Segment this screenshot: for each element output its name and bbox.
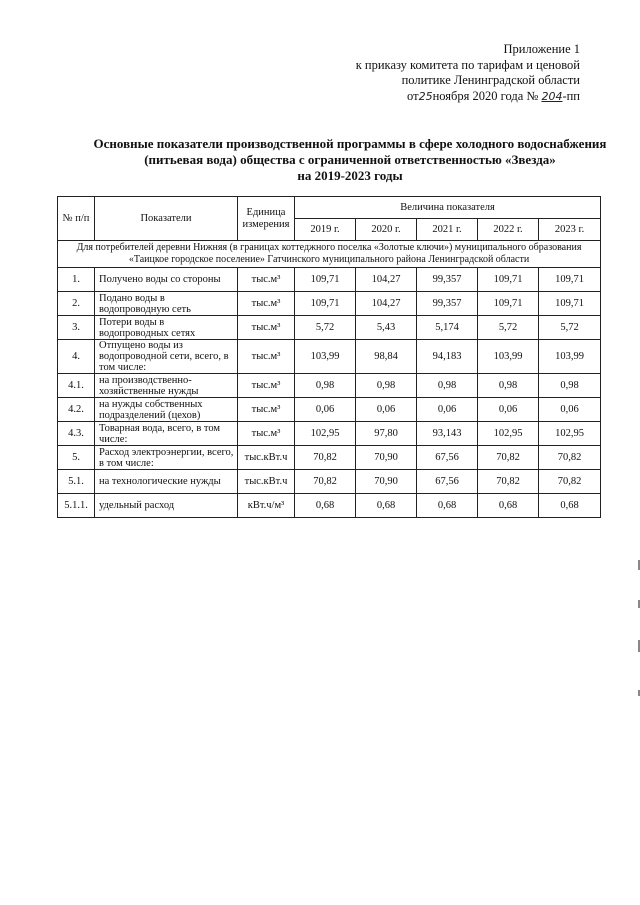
- row-value: 0,68: [478, 494, 539, 518]
- row-number: 4.2.: [58, 398, 95, 422]
- row-unit: тыс.м³: [238, 374, 295, 398]
- table-row: [58, 446, 601, 470]
- appendix-line-2: к приказу комитета по тарифам и ценовой: [355, 57, 580, 72]
- header-name: Показатели: [95, 197, 238, 241]
- header-row-1: [58, 197, 601, 219]
- row-value: 70,82: [539, 470, 601, 494]
- row-value: 70,82: [539, 446, 601, 470]
- row-value: 109,71: [478, 292, 539, 316]
- header-year: 2019 г.: [295, 219, 356, 241]
- row-value: 70,82: [478, 446, 539, 470]
- row-value: 70,82: [295, 446, 356, 470]
- row-indicator: Подано воды в водопроводную сеть: [95, 292, 238, 316]
- row-value: 0,06: [417, 398, 478, 422]
- row-value: 109,71: [539, 268, 601, 292]
- row-number: 5.1.1.: [58, 494, 95, 518]
- row-value: 0,98: [478, 374, 539, 398]
- row-unit: тыс.м³: [238, 316, 295, 340]
- table-row: [58, 398, 601, 422]
- row-value: 67,56: [417, 470, 478, 494]
- table-row: [58, 316, 601, 340]
- row-value: 0,06: [356, 398, 417, 422]
- row-indicator: Расход электроэнергии, всего, в том числе:: [95, 446, 238, 470]
- row-indicator: удельный расход: [95, 494, 238, 518]
- row-value: 102,95: [478, 422, 539, 446]
- row-value: 0,98: [539, 374, 601, 398]
- date-prefix: от: [407, 88, 419, 103]
- appendix-line-3: политике Ленинградской области: [401, 73, 580, 87]
- row-value: 0,68: [417, 494, 478, 518]
- group-label: Для потребителей деревни Нижняя (в границах коттеджного поселка «Золотые ключи») муниципального образования «Таицкое городское поселение» Гатчинского муниципального района Ленинградской области: [58, 241, 601, 268]
- header-year: 2022 г.: [478, 219, 539, 241]
- row-value: 93,143: [417, 422, 478, 446]
- row-unit: кВт.ч/м³: [238, 494, 295, 518]
- header-year: 2020 г.: [356, 219, 417, 241]
- row-value: 104,27: [356, 292, 417, 316]
- row-value: 67,56: [417, 446, 478, 470]
- table-row: [58, 374, 601, 398]
- row-value: 0,98: [356, 374, 417, 398]
- row-value: 0,06: [295, 398, 356, 422]
- header-unit: Единица измерения: [238, 197, 295, 241]
- row-indicator: на нужды собственных подразделений (цехов): [95, 398, 238, 422]
- row-unit: тыс.кВт.ч: [238, 470, 295, 494]
- row-value: 109,71: [295, 268, 356, 292]
- title-line-3: на 2019-2023 годы: [297, 168, 403, 183]
- row-value: 109,71: [539, 292, 601, 316]
- appendix-line-4: [356, 89, 580, 105]
- row-value: 99,357: [417, 268, 478, 292]
- table-row: [58, 422, 601, 446]
- table-row: [58, 268, 601, 292]
- group-row: [58, 241, 601, 268]
- indicators-table: [57, 196, 601, 518]
- date-middle: ноября 2020 года №: [432, 88, 539, 103]
- row-number: 2.: [58, 292, 95, 316]
- row-value: 0,06: [539, 398, 601, 422]
- row-value: 102,95: [539, 422, 601, 446]
- row-value: 109,71: [478, 268, 539, 292]
- row-value: 5,72: [478, 316, 539, 340]
- row-indicator: Получено воды со стороны: [95, 268, 238, 292]
- row-value: 5,174: [417, 316, 478, 340]
- table-row: [58, 292, 601, 316]
- handwritten-order-number: 204: [541, 89, 563, 103]
- row-value: 70,90: [356, 470, 417, 494]
- row-number: 5.1.: [58, 470, 95, 494]
- table-row: [58, 470, 601, 494]
- row-value: 0,98: [417, 374, 478, 398]
- row-value: 0,98: [295, 374, 356, 398]
- header-year: 2023 г.: [539, 219, 601, 241]
- row-value: 97,80: [356, 422, 417, 446]
- row-indicator: Потери воды в водопроводных сетях: [95, 316, 238, 340]
- row-value: 103,99: [539, 340, 601, 374]
- row-number: 5.: [58, 446, 95, 470]
- title-line-2: (питьевая вода) общества с ограниченной ответственностью «Звезда»: [144, 152, 556, 167]
- row-value: 103,99: [295, 340, 356, 374]
- appendix-line-1: Приложение 1: [503, 42, 580, 56]
- row-unit: тыс.м³: [238, 268, 295, 292]
- row-value: 99,357: [417, 292, 478, 316]
- row-number: 4.3.: [58, 422, 95, 446]
- row-value: 98,84: [356, 340, 417, 374]
- row-value: 109,71: [295, 292, 356, 316]
- title-line-1: Основные показатели производственной программы в сфере холодного водоснабжения: [93, 136, 607, 151]
- handwritten-day: 25: [418, 89, 433, 103]
- header-year: 2021 г.: [417, 219, 478, 241]
- table-body: [58, 241, 601, 518]
- row-unit: тыс.м³: [238, 292, 295, 316]
- order-suffix: -пп: [562, 88, 580, 103]
- row-value: 104,27: [356, 268, 417, 292]
- row-number: 3.: [58, 316, 95, 340]
- table-row: [58, 340, 601, 374]
- row-value: 94,183: [417, 340, 478, 374]
- header-value-group: Величина показателя: [295, 197, 601, 219]
- row-value: 70,82: [295, 470, 356, 494]
- appendix-header: [356, 42, 580, 104]
- row-indicator: на технологические нужды: [95, 470, 238, 494]
- row-value: 70,82: [478, 470, 539, 494]
- row-number: 4.1.: [58, 374, 95, 398]
- row-number: 1.: [58, 268, 95, 292]
- row-number: 4.: [58, 340, 95, 374]
- row-value: 0,68: [539, 494, 601, 518]
- row-indicator: Товарная вода, всего, в том числе:: [95, 422, 238, 446]
- table-row: [58, 494, 601, 518]
- row-indicator: Отпущено воды из водопроводной сети, всего, в том числе:: [95, 340, 238, 374]
- header-num: № п/п: [58, 197, 95, 241]
- row-value: 0,06: [478, 398, 539, 422]
- row-value: 5,72: [295, 316, 356, 340]
- row-value: 0,68: [356, 494, 417, 518]
- row-unit: тыс.м³: [238, 340, 295, 374]
- row-unit: тыс.м³: [238, 422, 295, 446]
- row-unit: тыс.кВт.ч: [238, 446, 295, 470]
- row-indicator: на производственно-хозяйственные нужды: [95, 374, 238, 398]
- row-unit: тыс.м³: [238, 398, 295, 422]
- row-value: 70,90: [356, 446, 417, 470]
- row-value: 102,95: [295, 422, 356, 446]
- row-value: 5,72: [539, 316, 601, 340]
- row-value: 103,99: [478, 340, 539, 374]
- row-value: 0,68: [295, 494, 356, 518]
- row-value: 5,43: [356, 316, 417, 340]
- document-title: [70, 136, 630, 184]
